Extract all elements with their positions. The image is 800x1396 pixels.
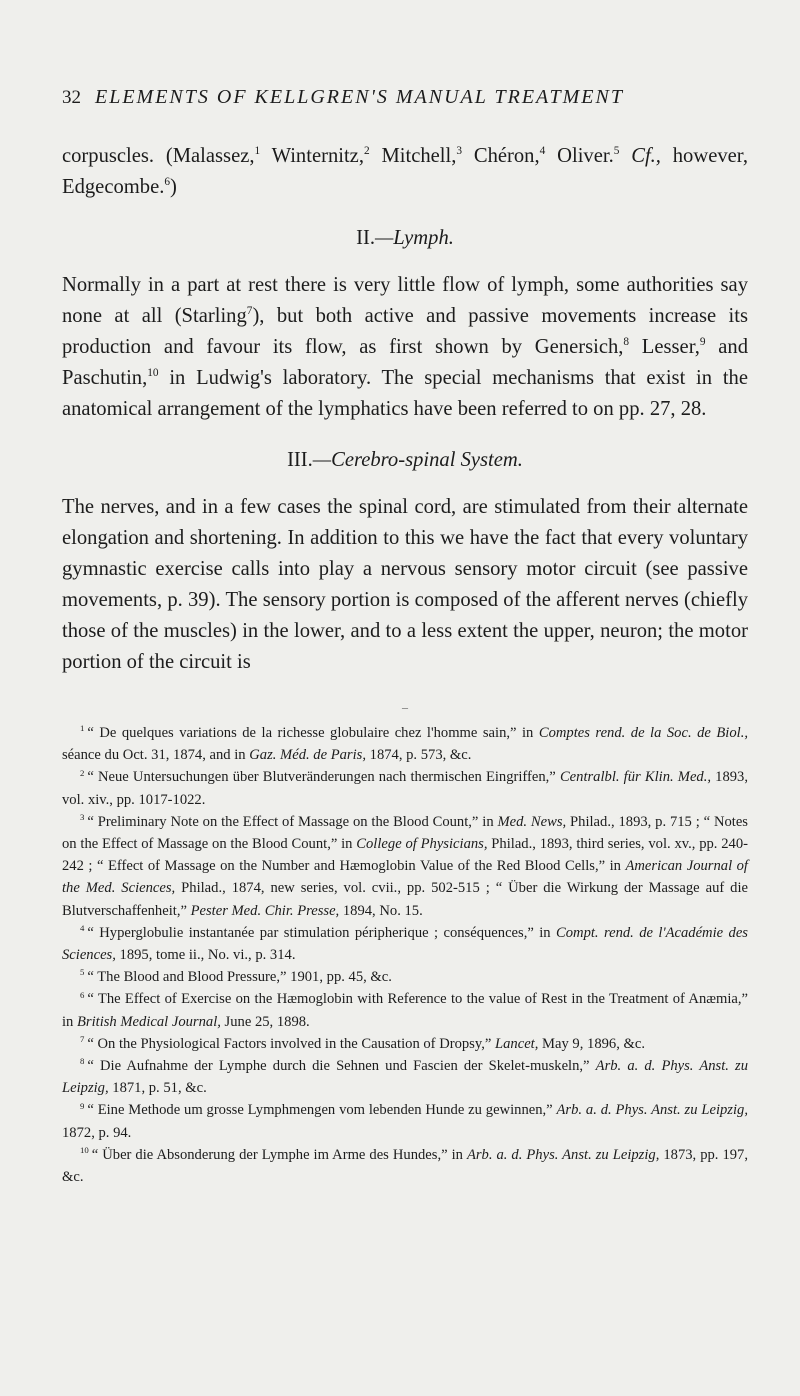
footnote-ref: 10 bbox=[147, 367, 159, 380]
section-numeral: II. bbox=[356, 227, 375, 249]
text-run: ) bbox=[170, 176, 177, 198]
fn-text: “ The Blood and Blood Pressure,” 1901, pp. 45, &c. bbox=[87, 969, 392, 986]
footnote-mark: 4 bbox=[80, 922, 85, 933]
fn-text: “ The Effect of Exercise on the Hæmoglobin with Reference to the value of Rest in the Treatment of Anæmia,” in bbox=[62, 991, 748, 1030]
text-run: and Paschutin, bbox=[62, 336, 748, 389]
fn-italic: Arb. a. d. Phys. Anst. zu Leipzig, bbox=[62, 1058, 749, 1097]
footnote-ref: 9 bbox=[699, 336, 706, 349]
footnote-mark: 6 bbox=[80, 989, 85, 1000]
fn-text: “ Hyperglobulie instantanée par stimulation péripherique ; conséquences,” in bbox=[87, 924, 556, 941]
footnote-8 bbox=[62, 1055, 748, 1099]
footnote-2 bbox=[62, 766, 748, 810]
fn-text: séance du Oct. 31, 1874, and in bbox=[62, 747, 250, 764]
fn-text: Philad., 1874, new series, vol. cvii., pp. 502-515 ; “ Über die Wirkung der Massage auf die Blutverschaffenheit,” bbox=[62, 880, 749, 919]
fn-italic: Arb. a. d. Phys. Anst. zu Leipzig, bbox=[466, 1146, 660, 1163]
footnote-9 bbox=[62, 1099, 748, 1143]
fn-text: “ Neue Untersuchungen über Blutveränderungen nach thermischen Eingriffen,” bbox=[87, 769, 560, 786]
text-run: Chéron, bbox=[462, 145, 540, 167]
footnote-mark: 8 bbox=[80, 1056, 85, 1067]
fn-italic: Arb. a. d. Phys. Anst. zu Leipzig, bbox=[556, 1102, 748, 1119]
fn-italic: American Journal of the Med. Sciences, bbox=[62, 858, 748, 897]
footnote-4 bbox=[62, 922, 748, 966]
fn-italic: British Medical Journal, bbox=[77, 1013, 221, 1030]
footnote-ref: 6 bbox=[164, 176, 171, 189]
section-heading-cerebro-spinal bbox=[62, 449, 748, 472]
fn-text: 1871, p. 51, &c. bbox=[108, 1080, 207, 1097]
fn-text: 1872, p. 94. bbox=[62, 1124, 132, 1141]
footnote-10 bbox=[62, 1144, 748, 1188]
fn-text: 1895, tome ii., No. vi., p. 314. bbox=[115, 947, 296, 964]
paragraph-corpuscles bbox=[62, 141, 748, 203]
fn-italic: Pester Med. Chir. Presse, bbox=[190, 902, 340, 919]
footnote-ref: 5 bbox=[613, 145, 620, 158]
fn-italic: Compt. rend. de l'Académie des Sciences, bbox=[62, 924, 748, 964]
footnotes bbox=[62, 722, 748, 1188]
footnote-mark: 3 bbox=[80, 811, 85, 822]
fn-text: “ De quelques variations de la richesse globulaire chez l'homme sain,” in bbox=[87, 725, 539, 741]
footnote-5 bbox=[62, 966, 748, 988]
footnote-mark: 1 bbox=[80, 723, 85, 734]
text-run: in Ludwig's laboratory. The special mechanisms that exist in the anatomical arrangement of the lymphatics have been referred to on pp. 27, 28. bbox=[62, 367, 748, 420]
text-run: Winternitz, bbox=[260, 145, 364, 167]
separator-mark: – bbox=[402, 700, 408, 714]
footnote-ref: 2 bbox=[363, 145, 370, 158]
section-title: —Cerebro-spinal System. bbox=[312, 449, 523, 471]
footnote-6 bbox=[62, 988, 748, 1032]
fn-text: 1894, No. 15. bbox=[339, 902, 423, 919]
fn-text: Philad., 1893, third series, vol. xv., pp. 240-242 ; “ Effect of Massage on the Number and Hæmoglobin Value of the Red Blood Cells,” in bbox=[62, 836, 748, 875]
page-number: 32 bbox=[62, 87, 81, 108]
text-run: Oliver. bbox=[545, 145, 614, 167]
footnote-ref: 8 bbox=[623, 336, 630, 349]
text-run-italic: Cf., bbox=[631, 145, 661, 167]
fn-text: “ Eine Methode um grosse Lymphmengen vom lebenden Hunde zu gewinnen,” bbox=[87, 1102, 557, 1119]
footnote-ref: 7 bbox=[246, 305, 253, 318]
fn-text: “ Die Aufnahme der Lymphe durch die Sehnen und Fascien der Skelet-muskeln,” bbox=[87, 1058, 596, 1075]
section-heading-lymph bbox=[62, 227, 748, 250]
text-run: Lesser, bbox=[629, 336, 700, 358]
text-run: however, Edgecombe. bbox=[62, 145, 748, 198]
footnote-ref: 3 bbox=[456, 145, 463, 158]
fn-text: “ Preliminary Note on the Effect of Massage on the Blood Count,” in bbox=[87, 813, 498, 830]
footnote-ref: 4 bbox=[539, 145, 546, 158]
fn-text: “ On the Physiological Factors involved in the Causation of Dropsy,” bbox=[87, 1035, 495, 1052]
fn-text: 1893, vol. xiv., pp. 1017-1022. bbox=[62, 769, 748, 808]
paragraph-cerebro-spinal: The nerves, and in a few cases the spinal cord, are stimulated from their alternate elongation and shortening. In addition to this we have the fact that every voluntary gymnastic exercise calls into play a nervous sensory motor circuit (see passive movements, p. 39). The sensory portion is composed of the afferent nerves (chiefly those of the muscles) in the lower, and to a less extent the upper, neuron; the motor portion of the circuit is bbox=[62, 496, 748, 673]
fn-text: May 9, 1896, &c. bbox=[538, 1035, 645, 1052]
fn-italic: Comptes rend. de la Soc. de Biol., bbox=[538, 725, 748, 741]
fn-italic: College of Physicians, bbox=[356, 836, 488, 853]
footnote-mark: 10 bbox=[80, 1145, 89, 1155]
footnote-ref: 1 bbox=[254, 145, 261, 158]
footnote-7 bbox=[62, 1033, 748, 1055]
footnote-mark: 5 bbox=[80, 967, 85, 978]
fn-italic: Gaz. Méd. de Paris, bbox=[249, 747, 366, 764]
text-run: corpuscles. (Malassez, bbox=[62, 145, 255, 167]
footnote-1 bbox=[62, 722, 748, 766]
footnote-mark: 2 bbox=[80, 767, 85, 778]
fn-text: June 25, 1898. bbox=[220, 1013, 310, 1030]
fn-text: 1873, pp. 197, &c. bbox=[62, 1146, 748, 1186]
fn-text: Philad., 1893, p. 715 ; “ Notes on the Effect of Massage on the Blood Count,” in bbox=[62, 813, 748, 853]
text-run: Normally in a part at rest there is very little flow of lymph, some authorities say none at all (Starling bbox=[62, 274, 748, 327]
fn-text: 1874, p. 573, &c. bbox=[366, 747, 472, 764]
running-header bbox=[62, 86, 748, 109]
fn-italic: Lancet, bbox=[495, 1035, 539, 1052]
text-run: ), but both active and passive movements increase its production and favour its flow, as first shown by Genersich, bbox=[62, 305, 748, 358]
section-numeral: III. bbox=[287, 449, 313, 471]
text-run: Mitchell, bbox=[369, 145, 457, 167]
fn-italic: Centralbl. für Klin. Med., bbox=[559, 769, 712, 786]
running-title: ELEMENTS OF KELLGREN'S MANUAL TREATMENT bbox=[95, 86, 624, 108]
footnote-mark: 7 bbox=[80, 1033, 85, 1044]
fn-italic: Med. News, bbox=[497, 813, 567, 830]
fn-text: “ Über die Absonderung der Lymphe im Arme des Hundes,” in bbox=[91, 1146, 467, 1163]
footnote-3 bbox=[62, 811, 748, 922]
footnote-mark: 9 bbox=[80, 1100, 85, 1111]
section-title: —Lymph. bbox=[374, 227, 454, 249]
paragraph-lymph bbox=[62, 270, 748, 425]
